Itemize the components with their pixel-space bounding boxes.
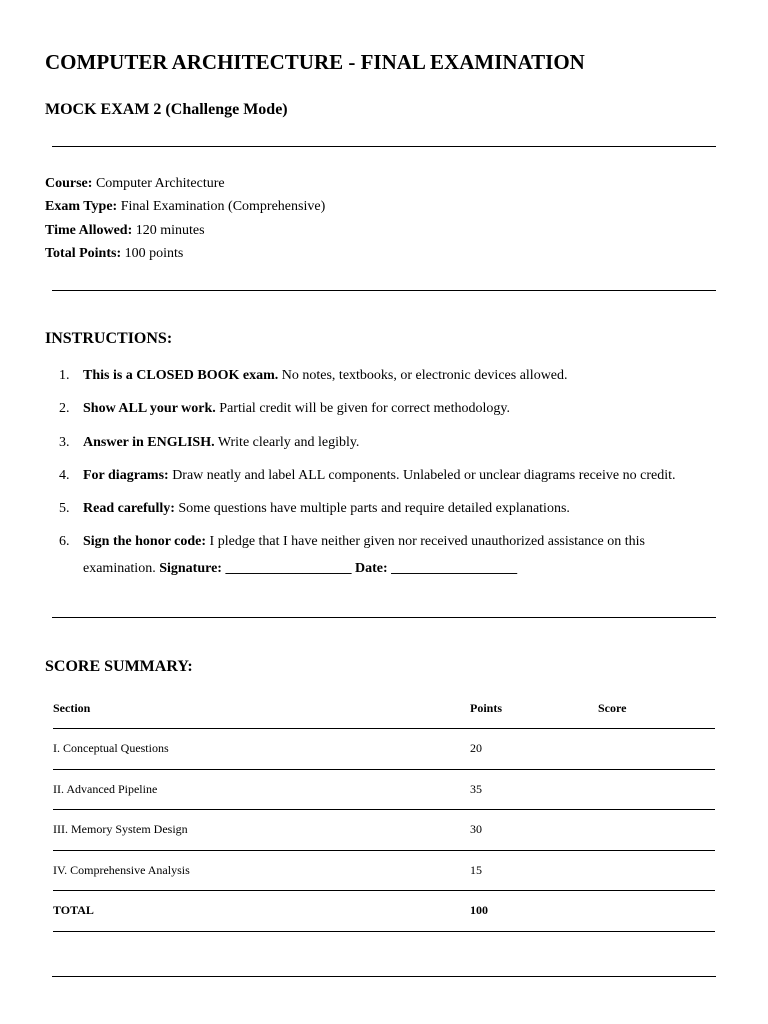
meta-exam-type (45, 195, 325, 218)
instruction-number: 2. (59, 401, 70, 417)
instruction-bold: Show ALL your work. (83, 401, 216, 417)
instruction-item-honor-code (45, 528, 695, 582)
instruction-bold: For diagrams: (83, 467, 169, 483)
instruction-item (45, 362, 735, 389)
instruction-text: Partial credit will be given for correct methodology. (215, 401, 510, 417)
row-section: I. Conceptual Questions (53, 741, 169, 755)
meta-time-label: Time Allowed: (45, 222, 133, 238)
meta-points (45, 242, 325, 265)
meta-exam-type-label: Exam Type: (45, 199, 118, 215)
meta-course (45, 172, 325, 195)
meta-points-label: Total Points: (45, 245, 122, 261)
instruction-number: 4. (59, 467, 70, 483)
divider-meta (52, 290, 716, 291)
instruction-text: Some questions have multiple parts and require detailed explanations. (174, 501, 570, 517)
instruction-text: No notes, textbooks, or electronic devices allowed. (278, 368, 568, 383)
instruction-bold: Answer in ENGLISH. (83, 434, 215, 450)
column-header-section: Section (53, 701, 91, 715)
instruction-number: 5. (59, 501, 70, 517)
divider-top (52, 146, 716, 147)
table-row (53, 770, 715, 811)
exam-meta (45, 172, 325, 265)
row-points: 35 (470, 781, 482, 796)
instruction-number: 1. (59, 368, 70, 383)
instruction-item (45, 495, 735, 522)
score-table (53, 690, 715, 932)
exam-title: COMPUTER ARCHITECTURE - FINAL EXAMINATION (45, 50, 585, 74)
date-line: Date: __________________ (351, 561, 518, 577)
divider-instructions (52, 617, 716, 618)
total-points: 100 (470, 903, 488, 918)
instruction-bold: Sign the honor code: (83, 534, 207, 550)
column-header-score: Score (598, 701, 627, 715)
total-label: TOTAL (53, 903, 94, 918)
table-row (53, 810, 715, 851)
table-header-row (53, 690, 715, 729)
table-row (53, 851, 715, 892)
meta-course-value: Computer Architecture (92, 176, 225, 191)
instruction-bold: This is a CLOSED BOOK exam. (83, 368, 279, 383)
row-section: III. Memory System Design (53, 822, 188, 837)
instruction-item (45, 429, 735, 456)
table-row (53, 729, 715, 770)
instruction-item (45, 462, 735, 489)
table-total-row (53, 891, 715, 932)
instructions-list (45, 362, 735, 589)
row-points: 20 (470, 741, 482, 755)
exam-subtitle: MOCK EXAM 2 (Challenge Mode) (45, 101, 288, 118)
instruction-item (45, 395, 735, 422)
instruction-text: I pledge that I have neither given nor received unauthorized assistance on this examination. (83, 534, 645, 577)
meta-time (45, 219, 325, 242)
instruction-text: Write clearly and legibly. (214, 434, 360, 450)
instruction-bold: Read carefully: (83, 501, 175, 517)
instruction-number: 6. (59, 534, 70, 550)
row-points: 30 (470, 822, 482, 837)
column-header-points: Points (470, 701, 503, 715)
row-points: 15 (470, 862, 482, 877)
meta-exam-type-value: Final Examination (Comprehensive) (117, 199, 326, 215)
instruction-number: 3. (59, 434, 70, 450)
row-section: IV. Comprehensive Analysis (53, 862, 190, 877)
signature-line: Signature: __________________ (159, 561, 352, 577)
meta-points-value: 100 points (121, 245, 184, 261)
instructions-heading: INSTRUCTIONS: (45, 330, 173, 347)
divider-bottom (52, 976, 716, 977)
row-section: II. Advanced Pipeline (53, 781, 158, 796)
instruction-text: Draw neatly and label ALL components. Unlabeled or unclear diagrams receive no credit. (168, 467, 676, 483)
meta-course-label: Course: (45, 176, 93, 191)
meta-time-value: 120 minutes (132, 222, 205, 238)
score-summary-heading: SCORE SUMMARY: (45, 658, 193, 675)
